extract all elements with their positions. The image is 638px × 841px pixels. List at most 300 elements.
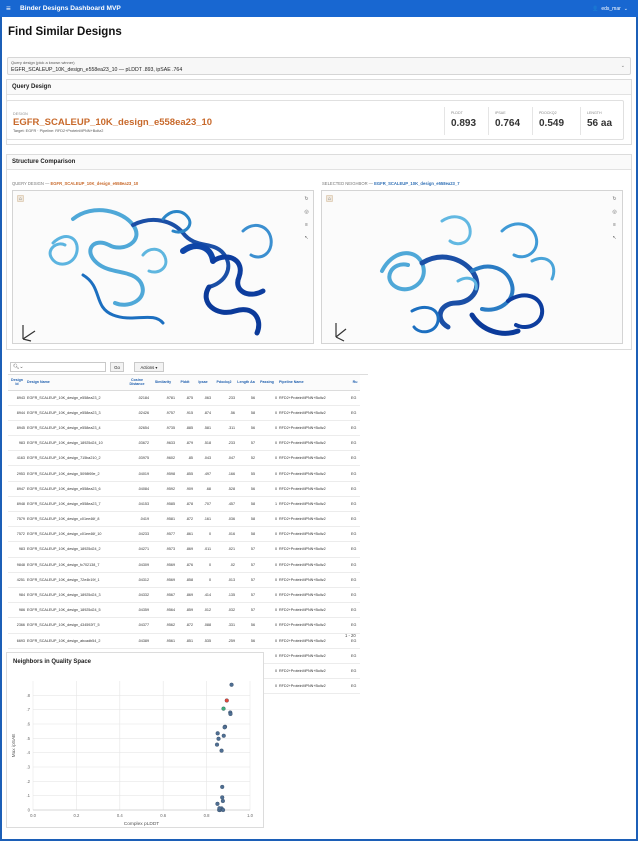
table-cell: .04377	[124, 618, 150, 633]
table-cell: RFD2+ProteinMPNN+Boltz2	[278, 542, 350, 557]
table-cell: .02426	[124, 405, 150, 420]
scatter-point	[220, 749, 224, 753]
table-cell: .909	[176, 481, 194, 496]
table-cell: .859	[176, 603, 194, 618]
table-cell: .872	[176, 512, 194, 527]
table-cell: EGFR_SCALEUP_10K_design_e558ea23_3	[26, 405, 124, 420]
table-cell: .9567	[150, 587, 176, 602]
table-cell: .9602	[150, 451, 176, 466]
region-title: Structure Comparison	[7, 155, 631, 170]
metric-label: PDOCKQ2	[539, 111, 557, 115]
x-tick-label: 0.4	[116, 813, 123, 818]
table-cell: .161	[194, 512, 212, 527]
table-cell: .04359	[124, 603, 150, 618]
y-tick-label: .2	[26, 778, 30, 784]
table-cell: 55	[236, 466, 256, 481]
table-cell: EG	[350, 603, 360, 618]
table-cell: EG	[350, 466, 360, 481]
table-cell: EGFR_SCALEUP_10K_design_18925d24_2	[26, 542, 124, 557]
scatter-point	[229, 712, 233, 716]
select-mode-icon[interactable]: ↖	[304, 235, 309, 241]
col-cosine-distance[interactable]: Cosine Distance	[124, 375, 150, 390]
table-cell: EG	[350, 557, 360, 572]
table-cell: .0419	[124, 512, 150, 527]
col-ipsae[interactable]: Ipsae	[194, 375, 212, 390]
table-row[interactable]	[8, 572, 360, 587]
table-cell: EGFR_SCALEUP_10K_design_c01ee46f_8	[26, 512, 124, 527]
protein-cartoon-neighbor	[322, 191, 624, 345]
table-cell: .9757	[150, 405, 176, 420]
table-cell: EG	[350, 496, 360, 511]
table-cell: 0	[256, 542, 278, 557]
query-structure-viewer[interactable]	[12, 190, 314, 344]
col-passing[interactable]: Passing	[256, 375, 278, 390]
table-cell: RFD2+ProteinMPNN+Boltz2	[278, 572, 350, 587]
metric-value: 0.764	[495, 118, 521, 129]
table-cell: .878	[176, 496, 194, 511]
quality-scatter-plot[interactable]	[7, 667, 263, 827]
table-cell: .011	[194, 542, 212, 557]
table-row[interactable]	[8, 451, 360, 466]
table-cell: 0	[256, 587, 278, 602]
table-cell: 8944	[8, 405, 26, 420]
settings-icon[interactable]: ≡	[613, 222, 616, 228]
table-row[interactable]	[8, 557, 360, 572]
table-cell: EGFR_SCALEUP_10K_design_e558ea23_2	[26, 390, 124, 405]
table-cell: EGFR_SCALEUP_10K_design_715ba210_2	[26, 451, 124, 466]
table-cell: .043	[194, 451, 212, 466]
table-cell: .04332	[124, 587, 150, 602]
go-button[interactable]: Go	[110, 362, 124, 372]
table-cell: 2953	[8, 466, 26, 481]
table-cell: .9633	[150, 436, 176, 451]
col-plddt[interactable]: Plddt	[176, 375, 194, 390]
table-cell: EG	[350, 633, 360, 648]
table-cell: .879	[176, 436, 194, 451]
table-cell: 58	[236, 405, 256, 420]
table-cell: RFD2+ProteinMPNN+Boltz2	[278, 603, 350, 618]
protein-cartoon-query	[13, 191, 315, 345]
table-cell: 2366	[8, 618, 26, 633]
table-cell: .04312	[124, 572, 150, 587]
chevron-down-icon: ⌄	[623, 5, 628, 12]
table-cell: 0	[256, 481, 278, 496]
design-name: EGFR_SCALEUP_10K_design_e558ea23_10	[13, 117, 213, 128]
user-menu[interactable]	[592, 6, 628, 12]
y-tick-label: 0	[27, 807, 30, 813]
table-cell: EG	[350, 405, 360, 420]
pagination-label: 1 - 20	[345, 633, 356, 638]
table-cell: .875	[176, 390, 194, 405]
table-cell: .414	[194, 587, 212, 602]
table-cell: RFD2+ProteinMPNN+Boltz2	[278, 390, 350, 405]
report-toolbar	[10, 361, 164, 373]
neighbor-structure-viewer[interactable]	[321, 190, 623, 344]
table-cell: .457	[212, 496, 236, 511]
table-cell: .063	[194, 390, 212, 405]
search-input[interactable]	[10, 362, 106, 372]
x-tick-label: 0.6	[160, 813, 167, 818]
table-cell: 984	[8, 587, 26, 602]
table-cell: .9562	[150, 618, 176, 633]
table-cell: 983	[8, 436, 26, 451]
table-cell: RFD2+ProteinMPNN+Boltz2	[278, 451, 350, 466]
scatter-point	[220, 795, 224, 799]
table-cell: 9848	[8, 557, 26, 572]
table-cell: 56	[236, 618, 256, 633]
query-viewer-prefix: QUERY DESIGN —	[12, 181, 51, 186]
table-body	[8, 390, 360, 694]
table-cell: .497	[194, 466, 212, 481]
table-cell: RFD2+ProteinMPNN+Boltz2	[278, 496, 350, 511]
table-cell: .85	[176, 451, 194, 466]
y-tick-label: .6	[26, 721, 30, 727]
y-tick-label: .5	[26, 735, 30, 741]
scatter-point	[225, 699, 229, 703]
metric-pdockq2	[532, 107, 576, 135]
table-cell: RFD2+ProteinMPNN+Boltz2	[278, 648, 350, 663]
table-cell: 8947	[8, 481, 26, 496]
table-cell: .9781	[150, 390, 176, 405]
col-design-id[interactable]: Design Id	[8, 375, 26, 390]
table-cell: EGFR_SCALEUP_10K_design_434592f7_5	[26, 618, 124, 633]
table-cell: .259	[212, 633, 236, 648]
x-tick-label: 0.0	[30, 813, 36, 818]
table-cell: .858	[176, 572, 194, 587]
y-tick-label: .3	[26, 764, 30, 770]
table-cell: 56	[236, 633, 256, 648]
neighbor-viewer-name: EGFR_SCALEUP_10K_design_e558ea23_7	[374, 181, 460, 186]
table-cell: 57	[236, 542, 256, 557]
table-cell: .135	[212, 587, 236, 602]
region-title: Query Design	[7, 80, 631, 95]
reset-view-icon[interactable]: ↻	[304, 196, 309, 202]
table-cell: 57	[236, 557, 256, 572]
table-cell: 0	[256, 679, 278, 694]
table-cell: 58	[236, 496, 256, 511]
table-cell: 0	[256, 618, 278, 633]
table-cell: .047	[212, 451, 236, 466]
table-cell: 56	[236, 420, 256, 435]
table-cell: EG	[350, 663, 360, 678]
table-cell: EG	[350, 542, 360, 557]
table-cell: RFD2+ProteinMPNN+Boltz2	[278, 420, 350, 435]
table-cell: .02184	[124, 390, 150, 405]
table-cell: .581	[194, 420, 212, 435]
table-cell: .04271	[124, 542, 150, 557]
settings-icon[interactable]: ≡	[305, 222, 308, 228]
table-row[interactable]	[8, 512, 360, 527]
table-cell: RFD2+ProteinMPNN+Boltz2	[278, 405, 350, 420]
table-cell: EGFR_SCALEUP_10K_design_18925d24_10	[26, 436, 124, 451]
table-cell: 0	[256, 436, 278, 451]
x-tick-label: 1.0	[247, 813, 253, 818]
table-cell: .869	[176, 587, 194, 602]
table-cell: .9564	[150, 603, 176, 618]
table-cell: .331	[212, 618, 236, 633]
scatter-point	[215, 743, 219, 747]
table-cell: .869	[176, 542, 194, 557]
table-row[interactable]	[8, 481, 360, 496]
quality-space-chart-card	[6, 652, 264, 828]
table-cell: .855	[176, 466, 194, 481]
col-similarity[interactable]: Similarity	[150, 375, 176, 390]
table-cell: 986	[8, 603, 26, 618]
table-cell: .872	[176, 618, 194, 633]
table-cell: 58	[236, 512, 256, 527]
x-tick-label: 0.8	[203, 813, 210, 818]
table-cell: 7572	[8, 527, 26, 542]
table-cell: 0	[256, 512, 278, 527]
metric-label: IPSAE	[495, 111, 506, 115]
table-cell: .518	[194, 436, 212, 451]
table-cell: EG	[350, 648, 360, 663]
table-cell: RFD2+ProteinMPNN+Boltz2	[278, 587, 350, 602]
metric-plddt	[444, 107, 488, 135]
table-cell: 4163	[8, 451, 26, 466]
table-cell: EG	[350, 618, 360, 633]
app-header	[0, 0, 638, 17]
camera-icon[interactable]: ◎	[612, 209, 617, 215]
y-tick-label: .4	[26, 750, 30, 756]
table-cell: .04019	[124, 466, 150, 481]
table-cell: 57	[236, 587, 256, 602]
table-cell: 57	[236, 603, 256, 618]
table-cell: 0	[256, 572, 278, 587]
table-cell: .03975	[124, 451, 150, 466]
table-cell: .02654	[124, 420, 150, 435]
y-tick-label: .7	[26, 707, 30, 713]
page-title: Find Similar Designs	[8, 26, 122, 38]
query-select-value: EGFR_SCALEUP_10K_design_e558ea23_10 — pLDDT .893, ipSAE .764	[11, 67, 183, 73]
table-cell: 8945	[8, 420, 26, 435]
table-cell: .012	[194, 603, 212, 618]
col-length-aa[interactable]: Length Aa	[236, 375, 256, 390]
neighbor-viewer-prefix: SELECTED NEIGHBOR —	[322, 181, 375, 186]
table-cell: 0	[256, 557, 278, 572]
y-tick-label: .8	[26, 692, 30, 698]
table-row[interactable]	[8, 527, 360, 542]
table-row[interactable]	[8, 587, 360, 602]
table-row[interactable]	[8, 603, 360, 618]
col-pipeline-name[interactable]: Pipeline Name	[278, 375, 350, 390]
table-cell: .874	[194, 405, 212, 420]
table-cell: RFD2+ProteinMPNN+Boltz2	[278, 679, 350, 694]
table-cell: .04309	[124, 557, 150, 572]
table-cell: RFD2+ProteinMPNN+Boltz2	[278, 512, 350, 527]
table-cell: .56	[212, 405, 236, 420]
scatter-point	[216, 731, 220, 735]
col-run[interactable]: Ru	[350, 375, 360, 390]
table-cell: .04233	[124, 527, 150, 542]
table-cell: RFD2+ProteinMPNN+Boltz2	[278, 663, 350, 678]
table-cell: 0	[194, 557, 212, 572]
table-cell: .9569	[150, 557, 176, 572]
app-title: Binder Designs Dashboard MVP	[20, 5, 121, 12]
design-target-line: Target: EGFR · Pipeline: RFD2+ProteinMPNN+Boltz2	[13, 129, 104, 133]
table-cell: EGFR_SCALEUP_10K_design_e558ea23_4	[26, 420, 124, 435]
table-cell: .9581	[150, 512, 176, 527]
table-cell: .876	[176, 557, 194, 572]
design-kicker: DESIGN	[13, 112, 28, 116]
x-tick-label: 0.2	[73, 813, 80, 818]
y-tick-label: .1	[26, 793, 30, 799]
table-cell: EG	[350, 679, 360, 694]
table-cell: 4251	[8, 572, 26, 587]
camera-icon[interactable]: ◎	[304, 209, 309, 215]
table-cell: EG	[350, 572, 360, 587]
table-cell: 1	[256, 496, 278, 511]
table-cell: .68	[194, 481, 212, 496]
table-cell: 56	[236, 390, 256, 405]
chart-title: Neighbors in Quality Space	[13, 659, 92, 665]
table-cell: .088	[194, 618, 212, 633]
table-row[interactable]	[8, 420, 360, 435]
table-cell: .233	[212, 390, 236, 405]
neighbor-viewer-label	[322, 181, 460, 186]
table-cell: 0	[256, 405, 278, 420]
table-cell: .233	[212, 436, 236, 451]
home-icon[interactable]: ⌂	[18, 196, 23, 202]
metric-value: 0.893	[451, 118, 477, 129]
table-row[interactable]	[8, 633, 360, 648]
query-viewer-label	[12, 181, 138, 186]
table-cell: .166	[212, 466, 236, 481]
table-cell: EG	[350, 451, 360, 466]
home-icon[interactable]: ⌂	[327, 196, 332, 202]
table-cell: EGFR_SCALEUP_10K_design_5098f69e_2	[26, 466, 124, 481]
user-icon: 👤	[592, 5, 599, 12]
table-cell: 0	[256, 527, 278, 542]
table-cell: .02	[212, 557, 236, 572]
table-cell: RFD2+ProteinMPNN+Boltz2	[278, 436, 350, 451]
table-row[interactable]	[8, 405, 360, 420]
table-cell: .9569	[150, 572, 176, 587]
metric-value: 56 aa	[587, 118, 613, 129]
scatter-point	[222, 734, 226, 738]
table-cell: EGFR_SCALEUP_10K_design_e558ea23_7	[26, 496, 124, 511]
table-cell: RFD2+ProteinMPNN+Boltz2	[278, 527, 350, 542]
table-row[interactable]	[8, 618, 360, 633]
table-cell: 58	[236, 527, 256, 542]
table-row[interactable]	[8, 542, 360, 557]
table-cell: EGFR_SCALEUP_10K_design_18925d24_3	[26, 587, 124, 602]
table-cell: RFD2+ProteinMPNN+Boltz2	[278, 481, 350, 496]
table-cell: RFD2+ProteinMPNN+Boltz2	[278, 633, 350, 648]
scatter-point	[222, 707, 226, 711]
table-cell: .036	[212, 512, 236, 527]
table-cell: .04389	[124, 633, 150, 648]
table-cell: .04153	[124, 496, 150, 511]
metric-label: PLDDT	[451, 111, 463, 115]
table-cell: 8943	[8, 390, 26, 405]
search-icon: 🔍︎⌄	[13, 364, 24, 370]
table-cell: RFD2+ProteinMPNN+Boltz2	[278, 466, 350, 481]
table-cell: EG	[350, 481, 360, 496]
table-cell: .021	[212, 542, 236, 557]
table-row[interactable]	[8, 466, 360, 481]
scatter-point	[216, 802, 220, 806]
col-pdockq2[interactable]: Pdockq2	[212, 375, 236, 390]
table-cell: EG	[350, 436, 360, 451]
table-cell: EGFR_SCALEUP_10K_design_72e4b19f_1	[26, 572, 124, 587]
scatter-point	[221, 808, 225, 812]
table-cell: EGFR_SCALEUP_10K_design_18925d24_5	[26, 603, 124, 618]
scatter-point	[220, 785, 224, 789]
table-cell: .311	[212, 420, 236, 435]
table-cell: .9592	[150, 481, 176, 496]
table-cell: 0	[256, 663, 278, 678]
table-cell: 7579	[8, 512, 26, 527]
table-row[interactable]	[8, 436, 360, 451]
metric-ipsae	[488, 107, 532, 135]
query-design-select[interactable]	[7, 57, 631, 75]
table-cell: EG	[350, 527, 360, 542]
chevron-down-icon: ⌄	[620, 63, 625, 69]
table-cell: EGFR_SCALEUP_10K_design_e558ea23_6	[26, 481, 124, 496]
y-axis-label: Max ipSAE	[12, 733, 17, 758]
scatter-point	[230, 683, 234, 687]
reset-view-icon[interactable]: ↻	[612, 196, 617, 202]
table-cell: 6693	[8, 633, 26, 648]
table-header-row	[8, 375, 360, 390]
table-cell: .9735	[150, 420, 176, 435]
table-row[interactable]	[8, 390, 360, 405]
table-cell: .9561	[150, 633, 176, 648]
table-row[interactable]	[8, 496, 360, 511]
table-cell: RFD2+ProteinMPNN+Boltz2	[278, 557, 350, 572]
table-cell: EG	[350, 512, 360, 527]
table-cell: .9573	[150, 542, 176, 557]
actions-button[interactable]: Actions ▾	[134, 362, 164, 372]
table-cell: 0	[256, 451, 278, 466]
table-cell: .016	[212, 527, 236, 542]
hamburger-icon[interactable]: ≡	[6, 3, 11, 13]
table-cell: RFD2+ProteinMPNN+Boltz2	[278, 618, 350, 633]
table-cell: .851	[176, 633, 194, 648]
table-cell: .03672	[124, 436, 150, 451]
table-cell: 0	[256, 648, 278, 663]
scatter-point	[221, 799, 225, 803]
scatter-point	[223, 725, 227, 729]
metric-value: 0.549	[539, 118, 565, 129]
query-design-card	[6, 100, 624, 140]
table-cell: .032	[212, 603, 236, 618]
table-cell: .885	[176, 420, 194, 435]
table-cell: EG	[350, 390, 360, 405]
table-cell: 56	[236, 481, 256, 496]
table-cell: 0	[256, 466, 278, 481]
table-cell: EGFR_SCALEUP_10K_design_fc702138_7	[26, 557, 124, 572]
user-name: eds_mar	[601, 5, 621, 12]
table-cell: .9577	[150, 527, 176, 542]
table-cell: 0	[256, 420, 278, 435]
col-design-name[interactable]: Design Name	[26, 375, 124, 390]
table-cell: .861	[176, 527, 194, 542]
table-cell: 0	[256, 633, 278, 648]
table-cell: 0	[256, 603, 278, 618]
x-axis-label: Complex pLDDT	[123, 822, 160, 827]
table-cell: 983	[8, 542, 26, 557]
table-cell: EGFR_SCALEUP_10K_design_abcadb54_2	[26, 633, 124, 648]
scatter-point	[218, 806, 222, 810]
table-cell: EG	[350, 587, 360, 602]
metric-length	[580, 107, 624, 135]
table-cell: .04084	[124, 481, 150, 496]
table-cell: .535	[194, 633, 212, 648]
select-mode-icon[interactable]: ↖	[612, 235, 617, 241]
table-cell: 0	[194, 572, 212, 587]
